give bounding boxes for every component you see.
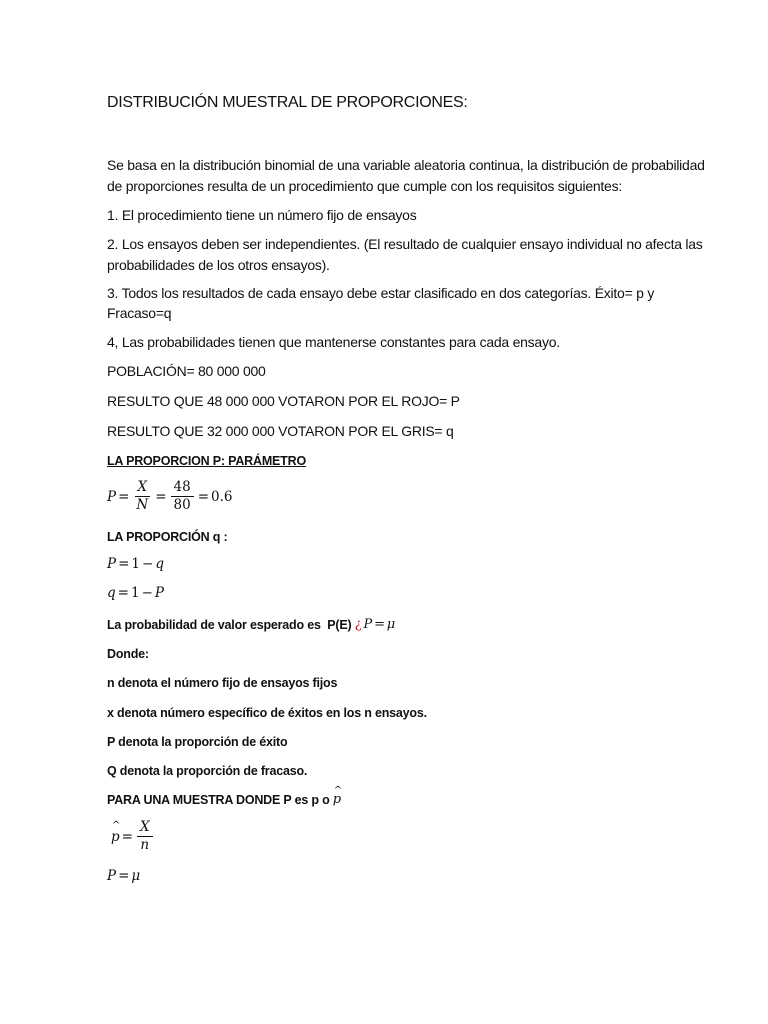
- requirement-3-line-1: 3. Todos los resultados de cada ensayo debe estar clasificado en dos categorías. Éxito= p y: [107, 285, 655, 301]
- definition-n: n denota el número fijo de ensayos fijos: [107, 676, 338, 690]
- math-x: X: [135, 480, 151, 497]
- formula-p-parameter: [107, 480, 233, 513]
- expected-value-line: [107, 615, 395, 635]
- requirement-2-line-1: 2. Los ensayos deben ser independientes. (El resultado de cualquier ensayo individual no afecta las: [107, 236, 703, 252]
- fraction-48-over-80: [171, 480, 194, 513]
- formula-q-equals-1-minus-p: [107, 585, 164, 601]
- math-80: 80: [173, 497, 191, 513]
- definition-x: x denota número específico de éxitos en los n ensayos.: [107, 706, 427, 720]
- muestra-line: [107, 790, 341, 810]
- math-eq: =: [155, 488, 167, 505]
- math-eq: =: [374, 617, 385, 632]
- math-minus: −: [141, 585, 153, 601]
- gris-line: RESULTO QUE 32 000 000 VOTARON POR EL GRIS= q: [107, 423, 454, 439]
- math-minus: −: [142, 556, 154, 572]
- math-q: q: [107, 585, 116, 601]
- requirement-3-line-2: Fracaso=q: [107, 305, 172, 321]
- math-result: 0.6: [211, 488, 233, 505]
- math-p: P: [107, 868, 117, 884]
- math-inverted-question: ¿: [354, 617, 362, 632]
- intro-line-1: Se basa en la distribución binomial de una variable aleatoria continua, la distribución de probabilidad: [107, 157, 705, 173]
- math-eq: =: [121, 828, 133, 845]
- math-q: q: [155, 556, 164, 572]
- math-mu: μ: [386, 617, 396, 632]
- requirement-2-line-2: probabilidades de los otros ensayos).: [107, 257, 330, 273]
- math-eq: =: [118, 556, 130, 572]
- formula-p-equals-1-minus-q: [107, 556, 164, 572]
- math-p-hat: ^ p: [333, 790, 341, 810]
- q-heading: LA PROPORCIÓN q :: [107, 530, 228, 544]
- poblacion-line: POBLACIÓN= 80 000 000: [107, 363, 266, 379]
- expected-value-formula: [355, 615, 395, 635]
- math-one: 1: [130, 585, 140, 601]
- math-eq: =: [197, 488, 210, 505]
- math-p-hat: ^ p: [111, 829, 120, 845]
- requirement-4: 4, Las probabilidades tienen que mantenerse constantes para cada ensayo.: [107, 334, 560, 350]
- math-x: X: [137, 820, 153, 837]
- muestra-text: PARA UNA MUESTRA DONDE P es p o: [107, 793, 333, 807]
- math-48: 48: [171, 480, 194, 497]
- param-heading: LA PROPORCION P: PARÁMETRO: [107, 454, 306, 468]
- rojo-line: RESULTO QUE 48 000 000 VOTARON POR EL ROJO= P: [107, 393, 460, 409]
- intro-line-2: de proporciones resulta de un procedimiento que cumple con los requisitos siguientes:: [107, 178, 622, 194]
- fraction-x-over-n-lower: [137, 820, 153, 853]
- definition-p: P denota la proporción de éxito: [107, 735, 288, 749]
- formula-p-equals-mu: [107, 868, 140, 884]
- math-n-lower: n: [140, 837, 150, 853]
- math-n-upper: N: [136, 497, 149, 513]
- math-p: P: [363, 617, 373, 632]
- math-p: P: [154, 585, 164, 601]
- math-eq: =: [118, 868, 130, 884]
- document-title: DISTRIBUCIÓN MUESTRAL DE PROPORCIONES:: [107, 94, 468, 111]
- fraction-x-over-n: [133, 480, 151, 513]
- definition-q: Q denota la proporción de fracaso.: [107, 764, 308, 778]
- math-eq: =: [118, 488, 130, 505]
- formula-p-hat: [107, 820, 155, 853]
- expected-value-text: La probabilidad de valor esperado es P(E): [107, 618, 355, 632]
- requirement-1: 1. El procedimiento tiene un número fijo de ensayos: [107, 207, 417, 223]
- math-p: P: [107, 556, 117, 572]
- math-one: 1: [131, 556, 140, 572]
- donde-label: Donde:: [107, 647, 149, 661]
- math-p: P: [107, 488, 117, 505]
- math-eq: =: [117, 585, 129, 601]
- math-mu: μ: [131, 868, 141, 884]
